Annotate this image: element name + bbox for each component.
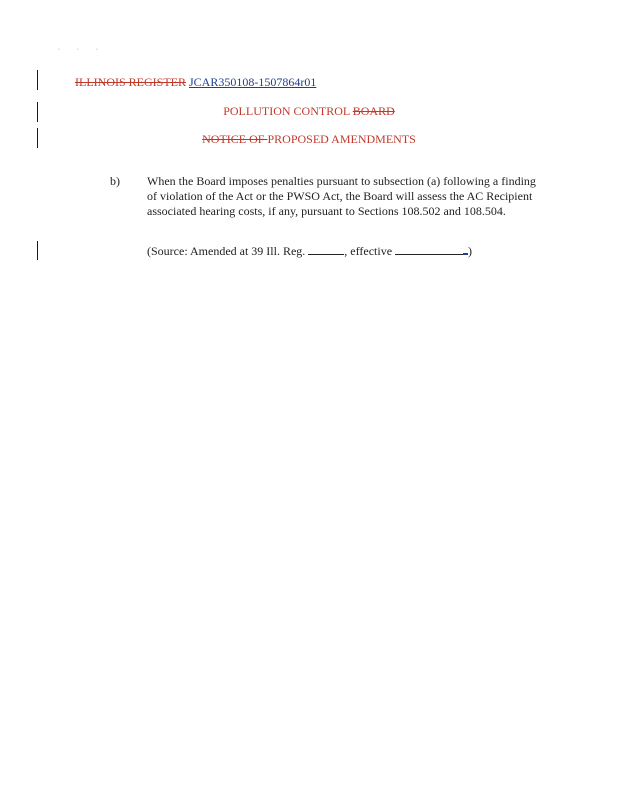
subsection-body: When the Board imposes penalties pursuant to subsection (a) following a finding of violation of the Act or the PWSO Act, the Board will assess the AC Recipient associated hearing costs, if any, pursuant to Sections 108.502 and 108.504. bbox=[147, 174, 536, 218]
change-bar bbox=[37, 70, 38, 90]
change-bar bbox=[37, 241, 38, 260]
source-suffix: ) bbox=[468, 244, 473, 258]
source-prefix: (Source: Amended at 39 Ill. Reg. bbox=[147, 244, 309, 258]
scan-artifact: • • • bbox=[58, 48, 106, 53]
notice-deleted: NOTICE OF bbox=[202, 132, 268, 146]
agency-heading bbox=[0, 104, 618, 119]
agency-name-deleted: BOARD bbox=[352, 104, 395, 118]
notice-title: PROPOSED AMENDMENTS bbox=[267, 132, 416, 146]
source-note bbox=[147, 244, 472, 259]
effective-date-blank bbox=[395, 253, 463, 255]
source-middle: , effective bbox=[344, 244, 396, 258]
notice-heading bbox=[0, 132, 618, 147]
subsection-label: b) bbox=[110, 174, 120, 188]
reg-page-blank bbox=[308, 253, 344, 255]
jcar-code-inserted: JCAR350108-1507864r01 bbox=[189, 75, 317, 89]
agency-name-part: POLLUTION CONTROL bbox=[223, 104, 353, 118]
register-header bbox=[75, 75, 316, 90]
register-name-deleted: ILLINOIS REGISTER bbox=[75, 75, 186, 89]
